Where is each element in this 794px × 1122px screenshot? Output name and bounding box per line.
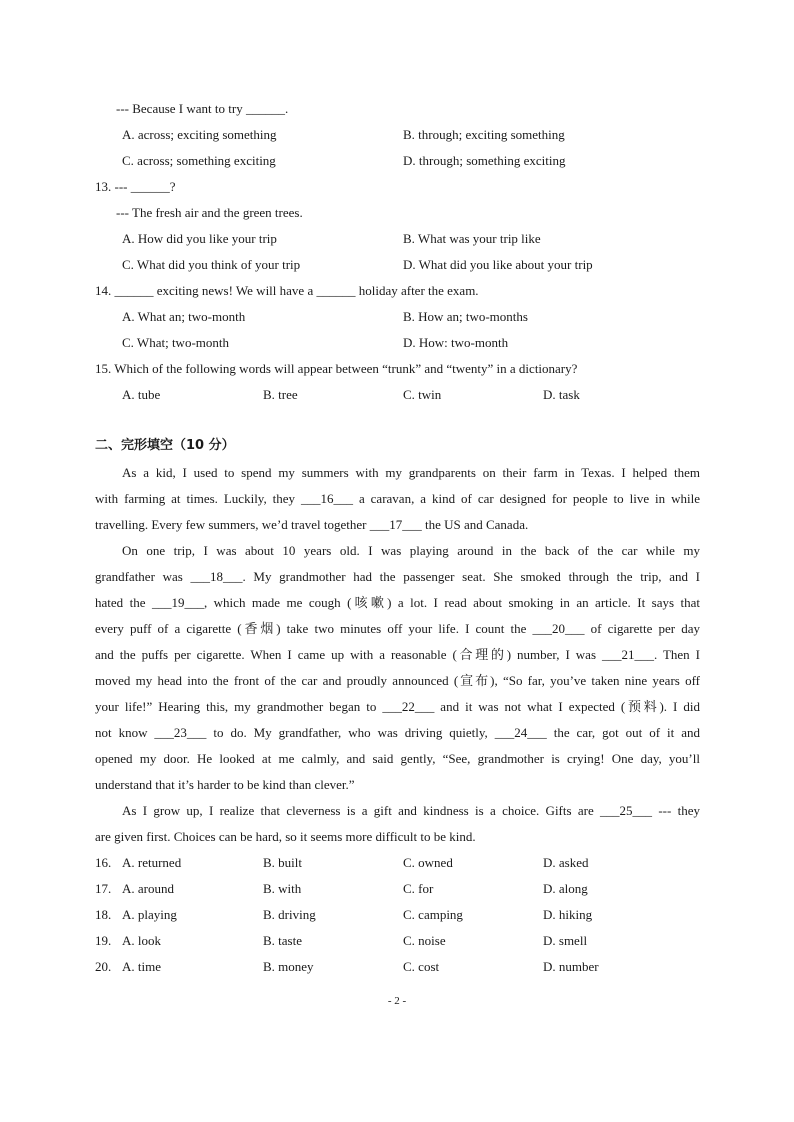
question-number: 16. [95, 855, 112, 870]
q17-option-d: D. along [543, 881, 588, 896]
q19-option-d: D. smell [543, 933, 588, 948]
q17-option-b: B. with [263, 881, 302, 896]
q12-option-b: B. through; exciting something [403, 127, 565, 142]
q20-option-c: C. cost [403, 959, 440, 974]
q14-stem: 14. ______ exciting news! We will have a ______ holiday after the exam. [95, 283, 479, 298]
q14-option-c: C. What; two-month [122, 335, 230, 350]
q16-option-c: C. owned [403, 855, 453, 870]
passage-line: moved my head into the front of the car and proudly announced (宣布), “So far, you’ve taken nine years off [95, 673, 700, 688]
passage-line: with farming at times. Luckily, they ___16___ a caravan, a kind of car designed for people to live in while [95, 491, 700, 506]
q15-option-c: C. twin [403, 387, 442, 402]
q13-option-a: A. How did you like your trip [122, 231, 277, 246]
q20-option-a: A. time [122, 959, 161, 974]
page-number: - 2 - [387, 995, 407, 1007]
q12-option-d: D. through; something exciting [403, 153, 566, 168]
q20-option-b: B. money [263, 959, 314, 974]
q16-option-b: B. built [263, 855, 303, 870]
q15-option-a: A. tube [122, 387, 161, 402]
q16-option-a: A. returned [122, 855, 182, 870]
passage-line: opened my door. He looked at me calmly, and said gently, “See, grandmother is crying! One day, you’ll [95, 751, 700, 766]
section-title: 二、完形填空（10 分） [95, 438, 235, 453]
q13-option-b: B. What was your trip like [403, 231, 541, 246]
passage-line: travelling. Every few summers, we’d travel together ___17___ the US and Canada. [95, 517, 529, 532]
question-number: 17. [95, 881, 112, 896]
q19-option-a: A. look [122, 933, 161, 948]
question-number: 18. [95, 907, 112, 922]
q15-stem: 15. Which of the following words will appear between “trunk” and “twenty” in a dictionary? [95, 361, 578, 376]
q14-option-b: B. How an; two-months [403, 309, 528, 324]
q17-option-a: A. around [122, 881, 174, 896]
passage-line: not know ___23___ to do. My grandfather, who was driving quietly, ___24___ the car, got out of it and [95, 725, 700, 740]
q12-option-a: A. across; exciting something [122, 127, 277, 142]
passage-line: hated the ___19___, which made me cough (咳嗽) a lot. I read about smoking in an article. It says that [95, 595, 700, 610]
passage-line: On one trip, I was about 10 years old. I was playing around in the back of the car while my [122, 543, 700, 558]
q20-option-d: D. number [543, 959, 599, 974]
q18-option-d: D. hiking [543, 907, 593, 922]
q18-option-c: C. camping [403, 907, 463, 922]
passage-line: and the puffs per cigarette. When I came up with a reasonable (合理的) number, I was ___21___. Then I [95, 647, 700, 662]
q17-option-c: C. for [403, 881, 434, 896]
q18-option-b: B. driving [263, 907, 316, 922]
q12-option-c: C. across; something exciting [122, 153, 276, 168]
q15-option-d: D. task [543, 387, 580, 402]
q14-option-d: D. How: two-month [403, 335, 509, 350]
question-number: 19. [95, 933, 112, 948]
q14-option-a: A. What an; two-month [122, 309, 246, 324]
q16-option-d: D. asked [543, 855, 589, 870]
q13-stem: 13. --- ______? [95, 179, 176, 194]
question-number: 20. [95, 959, 112, 974]
q19-option-c: C. noise [403, 933, 446, 948]
passage-line: your life!” Hearing this, my grandmother began to ___22___ and it was not what I expected (预料). I did [95, 699, 700, 714]
q13-answer-line: --- The fresh air and the green trees. [116, 205, 303, 220]
q12-answer-line: --- Because I want to try ______. [116, 101, 289, 116]
passage-line: understand that it’s harder to be kind than clever.” [95, 777, 355, 792]
q19-option-b: B. taste [263, 933, 302, 948]
q15-option-b: B. tree [263, 387, 298, 402]
passage-line: grandfather was ___18___. My grandmother had the passenger seat. She smoked through the trip, and I [95, 569, 700, 584]
passage-line: are given first. Choices can be hard, so it seems more difficult to be kind. [95, 829, 476, 844]
q13-option-c: C. What did you think of your trip [122, 257, 301, 272]
passage-line: As a kid, I used to spend my summers with my grandparents on their farm in Texas. I helped them [122, 465, 700, 480]
passage-line: As I grow up, I realize that cleverness is a gift and kindness is a choice. Gifts are ___25___ --- they [122, 803, 700, 818]
q13-option-d: D. What did you like about your trip [403, 257, 593, 272]
q18-option-a: A. playing [122, 907, 177, 922]
passage-line: every puff of a cigarette (香烟) take two minutes off your life. I count the ___20___ of cigarette per day [95, 621, 700, 636]
